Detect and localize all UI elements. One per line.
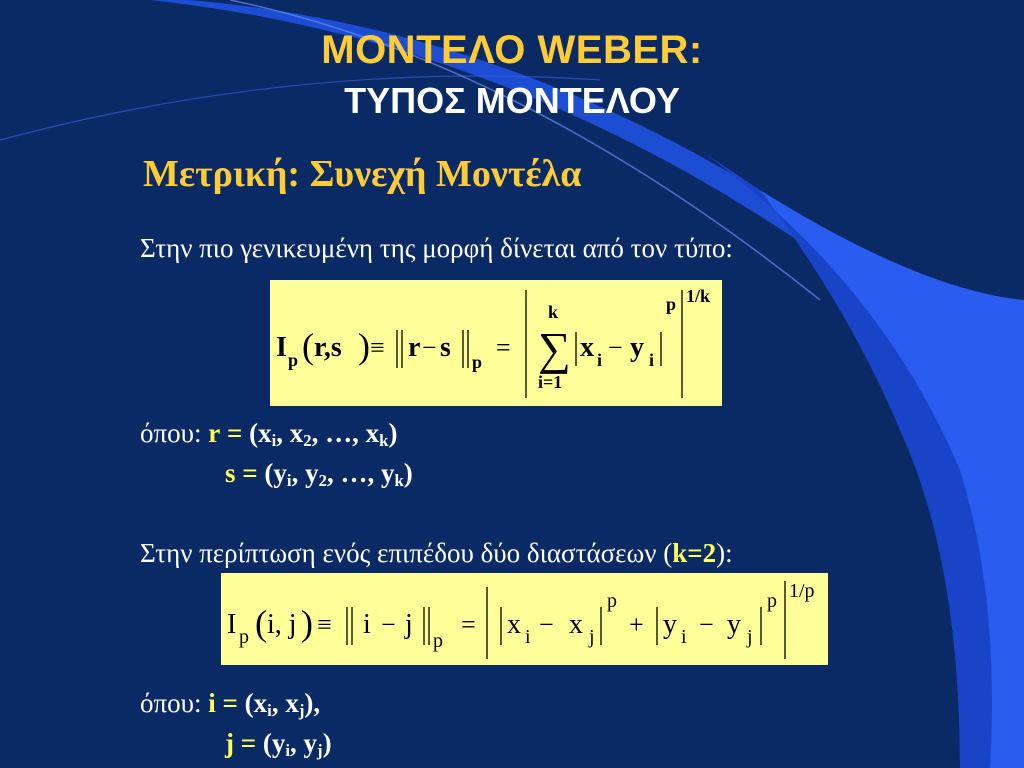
formula1-pow: p — [666, 294, 677, 314]
s-eq: = — [242, 458, 258, 488]
where-label-2: όπου: — [140, 688, 202, 718]
s-var: s — [225, 458, 236, 488]
section-heading: Μετρική: Συνεχή Μοντέλα — [143, 153, 582, 195]
formula2-plus: + — [629, 610, 644, 639]
case-k: k=2 — [672, 538, 717, 568]
formula2-args: i, j — [267, 609, 297, 640]
formula2-j: j — [405, 609, 413, 640]
formula1-I-sub: p — [288, 350, 299, 370]
formula1-sum-top: k — [548, 302, 559, 322]
r-tuple: ($x_i$, $x_2$, …, $x_k$) — [249, 418, 398, 451]
formula2-rparen: ) — [301, 603, 313, 643]
formula1-lparen: ( — [302, 326, 314, 366]
formula2-root: 1/p — [789, 580, 815, 602]
formula2-pow1: p — [607, 590, 617, 612]
formula1-y: y — [630, 332, 644, 363]
formula-2d — [221, 573, 828, 665]
formula-box-general — [270, 280, 722, 406]
formula1-sum: ∑ — [538, 323, 571, 374]
formula2-x2-sub: j — [589, 626, 595, 648]
formula2-y2: y — [727, 609, 741, 640]
where-r-line — [140, 418, 397, 451]
formula1-minus: − — [422, 333, 437, 362]
formula1-minus2: − — [608, 333, 623, 362]
where-label: όπου: — [140, 418, 202, 448]
i-tuple: ($x_i$, $x_j$), — [244, 688, 321, 721]
formula1-y-sub: i — [649, 350, 655, 370]
formula2-pow2: p — [767, 590, 777, 612]
formula2-x1: x — [507, 609, 521, 640]
case-text-main: Στην περίπτωση ενός επιπέδου δύο διαστάσεων ( — [140, 538, 673, 568]
i-eq: = — [222, 688, 238, 718]
where-i-line — [140, 688, 320, 721]
j-var: j — [225, 728, 234, 758]
formula1-I: I — [276, 332, 287, 363]
formula2-eq: = — [461, 610, 476, 639]
formula2-minus3: − — [699, 610, 714, 639]
i-var: i — [208, 688, 216, 718]
formula2-lparen: ( — [255, 603, 267, 643]
j-line — [225, 728, 332, 761]
formula1-args: r,s — [314, 332, 342, 363]
formula2-equiv: ≡ — [317, 610, 332, 639]
case-text — [140, 538, 733, 569]
r-eq: = — [227, 418, 243, 448]
formula2-i: i — [363, 609, 371, 640]
j-eq: = — [240, 728, 257, 758]
formula1-eq: = — [496, 333, 511, 362]
formula2-y1: y — [663, 609, 677, 640]
formula1-r: r — [408, 332, 421, 363]
formula1-s: s — [440, 332, 451, 363]
formula1-rparen: ) — [358, 326, 370, 366]
formula1-sum-bottom: i=1 — [538, 372, 563, 392]
formula1-norm-sub: p — [472, 352, 483, 372]
formula2-I-sub: p — [239, 626, 249, 648]
formula-box-2d — [221, 573, 828, 665]
formula1-x: x — [580, 332, 594, 363]
formula2-minus: − — [381, 610, 396, 639]
formula2-y2-sub: j — [747, 626, 753, 648]
formula2-x2: x — [569, 609, 583, 640]
formula2-y1-sub: i — [681, 626, 687, 648]
formula2-x1-sub: i — [525, 626, 531, 648]
formula-general — [270, 280, 722, 406]
slide-subtitle: ΤΥΠΟΣ ΜΟΝΤΕΛΟΥ — [344, 80, 680, 121]
r-var: r — [208, 418, 221, 448]
formula1-equiv: ≡ — [370, 333, 385, 362]
j-tuple: ($y_i$, $y_j$) — [262, 728, 332, 761]
s-line — [225, 458, 413, 491]
case-end: ): — [716, 538, 733, 568]
formula2-minus2: − — [539, 610, 554, 639]
formula1-x-sub: i — [597, 350, 603, 370]
formula1-root: 1/k — [686, 286, 711, 306]
s-tuple: ($y_i$, $y_2$, …, $y_k$) — [264, 458, 413, 491]
slide-title: ΜΟΝΤΕΛΟ WEBER: — [321, 28, 703, 72]
formula2-norm-sub: p — [433, 630, 443, 652]
intro-text: Στην πιο γενικευμένη της μορφή δίνεται από τον τύπο: — [140, 233, 733, 263]
formula2-I: I — [227, 609, 237, 640]
